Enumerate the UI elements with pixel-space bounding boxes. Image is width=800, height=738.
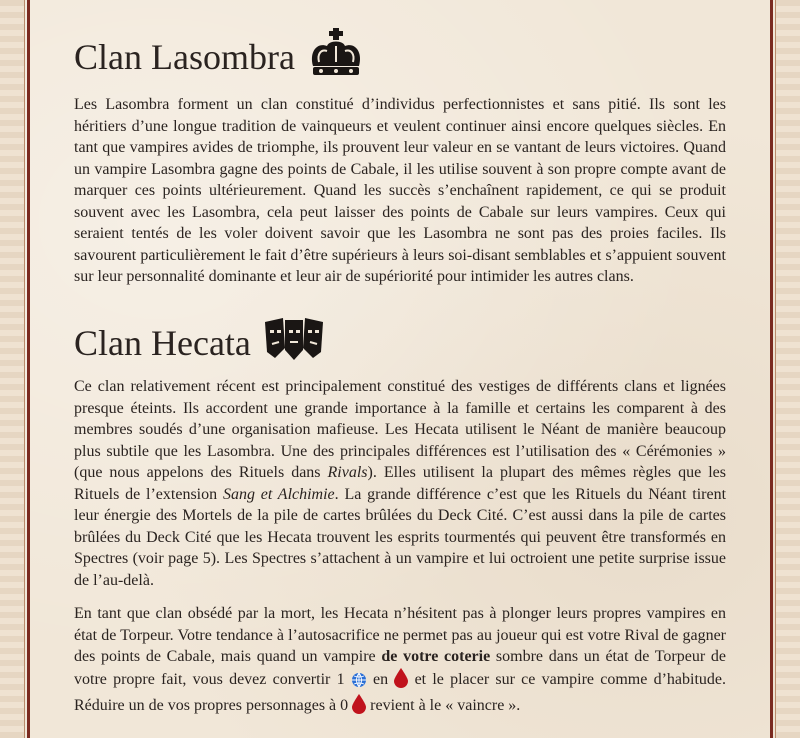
border-line-left [27, 0, 30, 738]
section-lasombra [74, 28, 726, 288]
text-span: revient à le « vaincre ». [366, 697, 521, 714]
page-edge-right [776, 0, 800, 738]
title-text: Clan Lasombra [74, 37, 295, 77]
blood-drop-icon [394, 668, 408, 695]
blood-drop-icon [352, 694, 366, 721]
text-span: en [366, 670, 395, 688]
globe-icon [351, 672, 367, 695]
section-hecata [74, 318, 726, 721]
paragraph-hecata-2 [74, 603, 726, 721]
title-text: Clan Hecata [74, 323, 251, 363]
text-span: et le placer sur ce vampire comme d’habitude. Réduire un de vos propres personnages à 0 [74, 670, 726, 714]
section-title-hecata [74, 318, 726, 368]
italic-rivals: Rivals [327, 464, 368, 481]
paragraph-lasombra: Les Lasombra forment un clan constitué d’individus perfectionnistes et sans pitié. Ils sont les héritiers d’une longue tradition de vainqueurs et veulent continuer ainsi encore quelques siècles. En tant que vampires avides de triomphe, ils prouvent leur valeur en se vantant de leurs victoires. Quand un vampire Lasombra gagne des points de Cabale, il les utilise souvent à son propre compte avant de marquer ces points ultérieurement. Quand les succès s’enchaînent rapidement, ce qui se produit souvent avec les Lasombra, cela peut laisser des points de Cabale sur leurs vampires. Ceux qui seraient tentés de les voler doivent savoir que les Lasombra ne sont pas des proies faciles. Ils savourent particulièrement le fait d’être supérieurs à leurs soi-disant semblables et s’appuient souvent sur leur personnalité dominante et leur air de supériorité pour intimider les autres clans. [74, 96, 726, 285]
text-span: . La grande différence c’est que les Rituels du Néant tirent leur énergie des Mortels de la pile de cartes brûlées du Deck Cité. C’est aussi dans la pile de cartes brûlées du Deck Cité que les Hecata trouvent les esprits tourmentés qui peuvent être transformés en Spectres (voir page 5). Les Spectres s’attachent à un vampire et lui octroient une petite surprise issue de l’au-delà. [74, 485, 727, 589]
masks-icon [263, 318, 325, 368]
section-title-lasombra [74, 28, 726, 86]
text-span: ). Elles utilisent la plupart des mêmes règles que les Rituels de l’extension [74, 464, 726, 503]
border-line-right [770, 0, 773, 738]
italic-extension: Sang et Alchimie [222, 485, 335, 503]
crown-icon [307, 28, 365, 86]
text-span: sombre dans un état de Torpeur de votre propre fait, vous devez convertir 1 [74, 648, 726, 688]
text-span: En tant que clan obsédé par la mort, les Hecata n’hésitent pas à plonger leurs propres vampires en état de Torpeur. Votre tendance à l’autosacrifice ne permet pas au joueur qui est votre Rival de gagner des points de Cabale, mais quand un vampire [74, 605, 726, 665]
bold-coterie: de votre coterie [381, 648, 491, 665]
paragraph-hecata-1 [74, 376, 726, 591]
text-span: Ce clan relativement récent est principalement constitué des vestiges de différents clans et lignées presque éteints. Ils accordent une grande importance à la famille et certains les comparent à des membres soudés d’une organisation mafieuse. Les Hecata utilisent le Néant de manière beaucoup plus subtile que les Lasombra. Une des principales différences est l’utilisation des « Cérémonies » (que nous appelons des Rituels dans [74, 378, 726, 481]
page-edge-left [0, 0, 24, 738]
